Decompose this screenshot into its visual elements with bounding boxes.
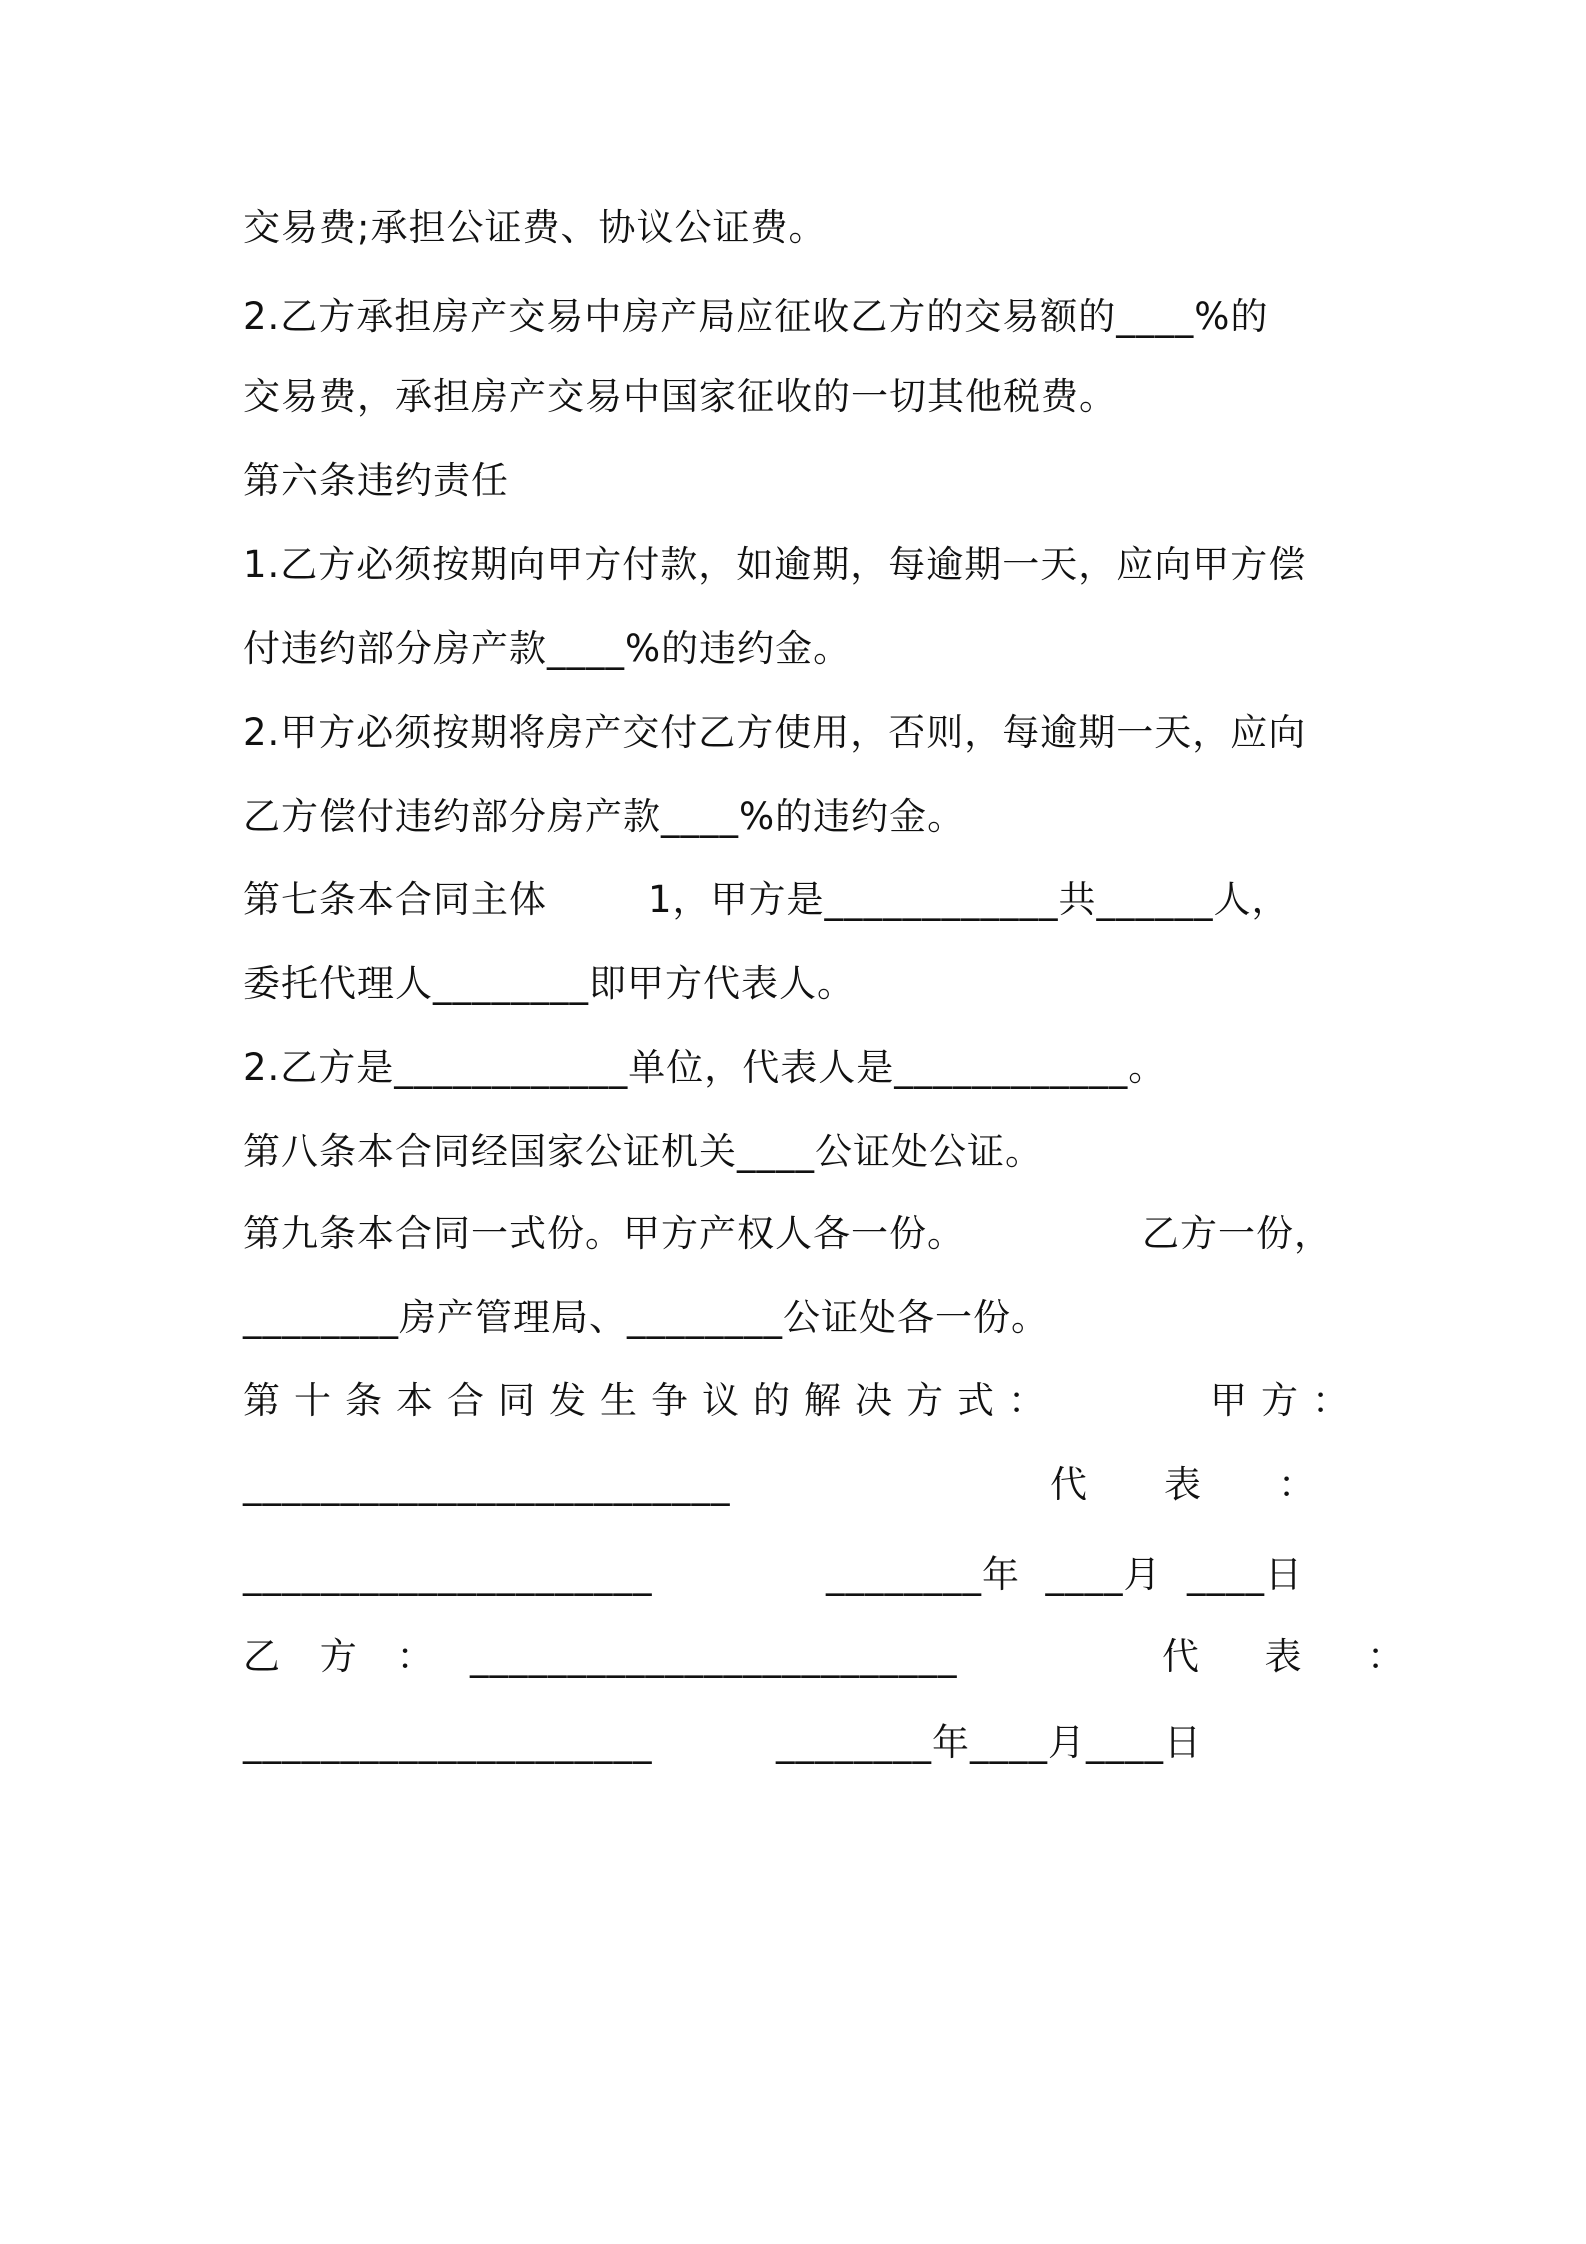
text-line: 2.乙方承担房产交易中房产局应征收乙方的交易额的____%的 (243, 295, 1269, 338)
article-heading: 第七条本合同主体 (243, 878, 547, 921)
representative-label: 代 表 ： (1162, 1635, 1419, 1678)
text-line: 交易费，承担房产交易中国家征收的一切其他税费。 (243, 375, 1117, 418)
article-heading: 第十条本合同发生争议的解决方式： (243, 1379, 1059, 1422)
text-line: 乙方一份， (1142, 1212, 1332, 1255)
text-line: 1，甲方是____________共______人， (648, 878, 1290, 921)
text-line: 交易费;承担公证费、协议公证费。 (243, 206, 827, 249)
party-b-label: 乙 方 ： (243, 1635, 448, 1678)
text-line: 第八条本合同经国家公证机关____公证处公证。 (243, 1130, 1043, 1173)
signature-blank: _________________________ (243, 1463, 731, 1506)
date-blank: ________年 ____月 ____日 (826, 1553, 1304, 1596)
text-line: 2.乙方是____________单位，代表人是____________。 (243, 1046, 1167, 1089)
representative-label: 代 表 ： (1050, 1463, 1316, 1506)
date-blank: ________年____月____日 (776, 1721, 1202, 1764)
party-a-label: 甲方： (1210, 1379, 1363, 1422)
article-heading: 第六条违约责任 (243, 459, 509, 502)
signature-blank: _____________________ (243, 1721, 653, 1764)
text-line: 委托代理人________即甲方代表人。 (243, 962, 855, 1005)
text-line: 1.乙方必须按期向甲方付款，如逾期，每逾期一天，应向甲方偿 (243, 543, 1307, 586)
text-line: 第九条本合同一式份。甲方产权人各一份。 (243, 1212, 965, 1255)
signature-blank: _________________________ (470, 1635, 958, 1678)
text-line: 付违约部分房产款____%的违约金。 (243, 627, 852, 670)
text-line: ________房产管理局、________公证处各一份。 (243, 1296, 1049, 1339)
text-line: 2.甲方必须按期将房产交付乙方使用，否则，每逾期一天，应向 (243, 711, 1307, 754)
signature-blank: _____________________ (243, 1553, 653, 1596)
text-line: 乙方偿付违约部分房产款____%的违约金。 (243, 795, 966, 838)
